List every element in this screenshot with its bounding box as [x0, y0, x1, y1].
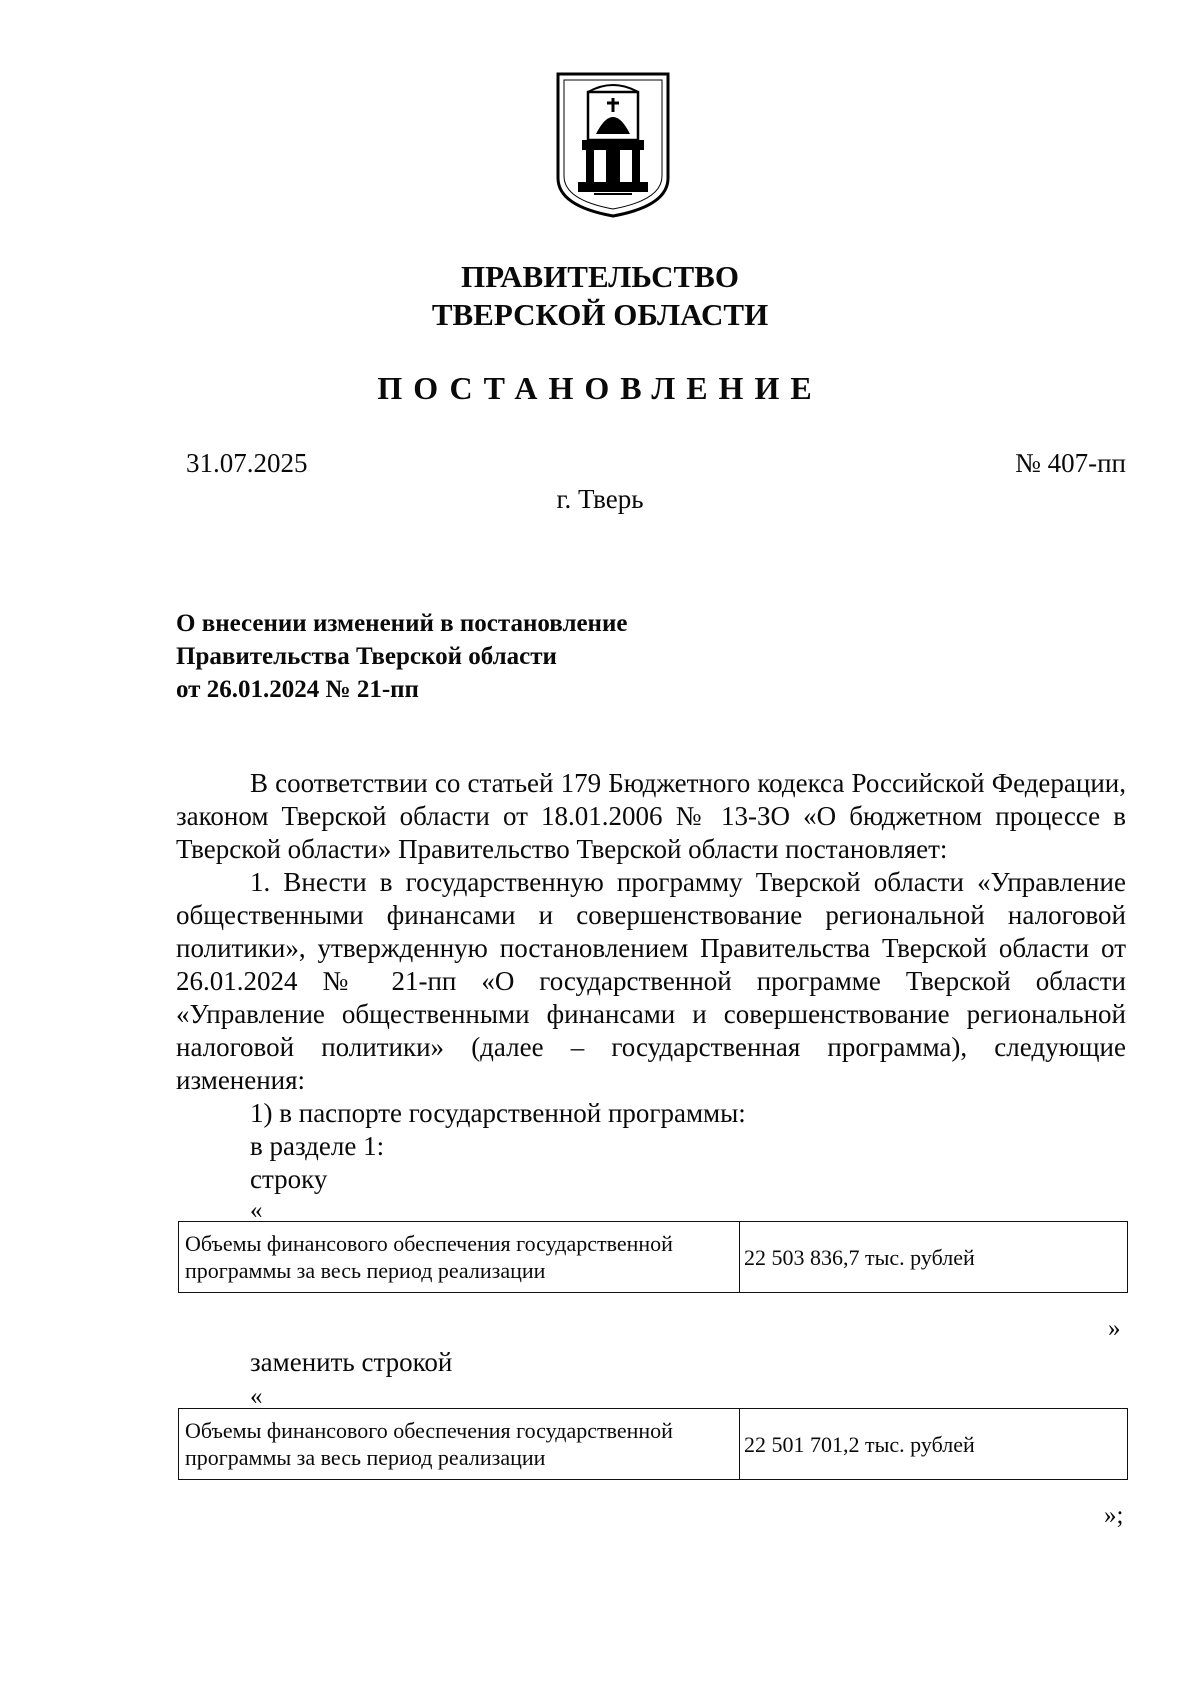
open-quote-2: « [250, 1383, 263, 1410]
government-line1: ПРАВИТЕЛЬСТВО [461, 259, 739, 294]
doc-number: № 407-пп [1015, 448, 1126, 478]
table-new [178, 1408, 1128, 1480]
doc-type: ПОСТАНОВЛЕНИЕ [377, 370, 823, 406]
doc-city: г. Тверь [556, 484, 644, 514]
subject-line2: Правительства Тверской области [176, 643, 557, 670]
table-row [179, 1409, 1128, 1480]
table-row [179, 1222, 1128, 1293]
sub1-line: 1) в паспорте государственной программы: [250, 1098, 746, 1128]
doc-subject [176, 607, 627, 706]
close-quote-2: »; [1104, 1502, 1124, 1529]
government-name [0, 258, 1200, 334]
close-quote-1: » [1108, 1315, 1121, 1342]
table-new-value: 22 501 701,2 тыс. рублей [740, 1409, 1128, 1480]
table-old [178, 1221, 1128, 1293]
subject-line3: от 26.01.2024 № 21-пп [176, 676, 419, 703]
item1-paragraph: 1. Внести в государственную программу Тверской области «Управление общественными финансами и совершенствование региональной налоговой политики», утвержденную постановлением Правительства Тверской области от 26.01.2024 № 21-пп «О государственной программе Тверской области «Управление общественными финансами и совершенствование региональной налоговой политики» (далее – государственная программа), следующие изменения: [176, 867, 1126, 1095]
replace-block [176, 1346, 976, 1379]
replace-word: заменить строкой [250, 1347, 453, 1377]
table-old-label: Объемы финансового обеспечения государственной программы за весь период реализации [179, 1222, 740, 1293]
tver-coat-of-arms-icon [554, 70, 672, 220]
intro-paragraph: В соответствии со статьей 179 Бюджетного кодекса Российской Федерации, законом Тверской области от 18.01.2006 № 13-ЗО «О бюджетном процессе в Тверской области» Правительство Тверской области постановляет: [176, 768, 1126, 864]
government-line2: ТВЕРСКОЙ ОБЛАСТИ [431, 297, 769, 332]
doc-date: 31.07.2025 [186, 448, 308, 478]
section-line: в разделе 1: [250, 1131, 385, 1161]
doc-body [176, 767, 1126, 1196]
row-word: строку [250, 1164, 328, 1194]
table-old-value: 22 503 836,7 тыс. рублей [740, 1222, 1128, 1293]
table-new-label: Объемы финансового обеспечения государственной программы за весь период реализации [179, 1409, 740, 1480]
subject-line1: О внесении изменений в постановление [176, 610, 628, 637]
open-quote-1: « [250, 1197, 263, 1224]
